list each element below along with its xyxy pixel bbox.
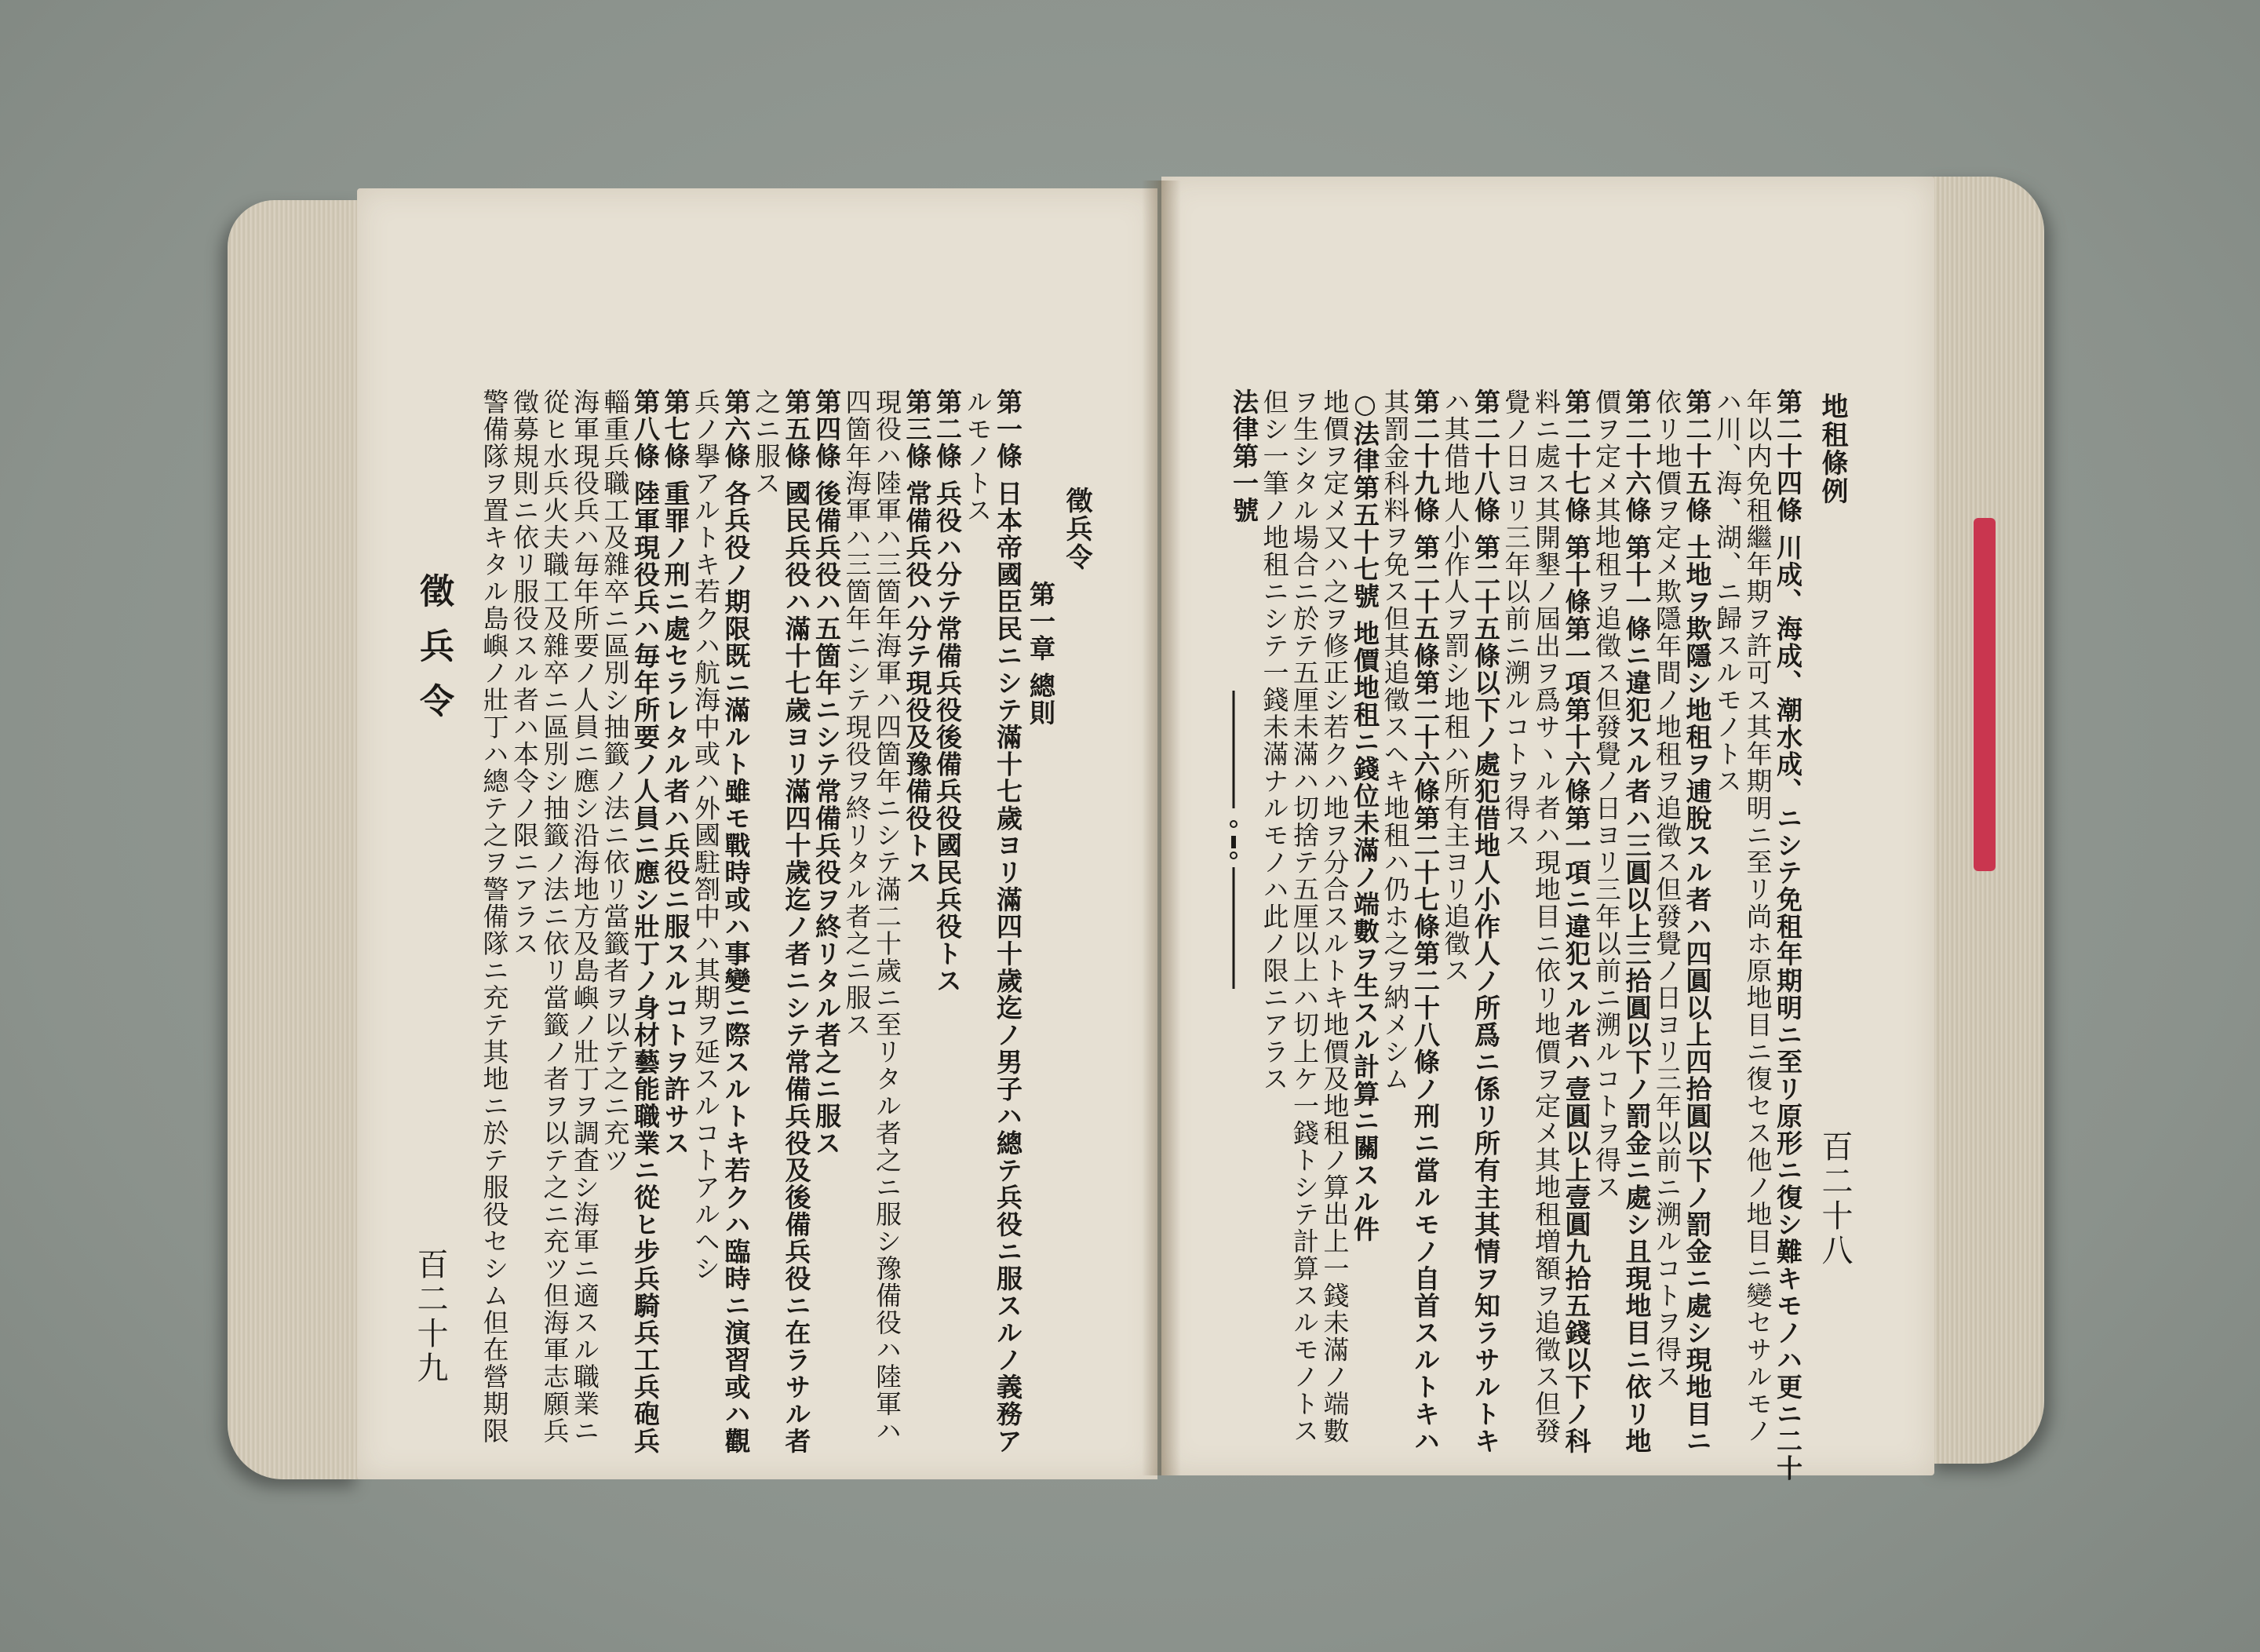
right-page-number: 百二十八 <box>1817 1130 1853 1268</box>
right-header: 地租條例 <box>1817 392 1848 505</box>
text-column: ヲ生シタル場合ニ於テ五厘未滿ハ切捨テ五厘以上ハ切上ケ一錢トシテ計算スルモノトス <box>1289 388 1320 1445</box>
text-column: 四箇年海軍ハ三箇年ニシテ現役ヲ終リタル者之ニ服ス <box>841 388 873 1038</box>
text-column: 第一條 日本帝國臣民ニシテ滿十七歲ヨリ滿四十歲迄ノ男子ハ總テ兵役ニ服スルノ義務ア <box>993 388 1023 1455</box>
text-column: ハ其借地人小作人ヲ罰シ地租ハ所有主ヨリ追徵ス <box>1440 388 1471 984</box>
text-column: 第二十六條 第十一條ニ違犯スル者ハ三圓以上三拾圓以下ノ罰金ニ處シ且現地目ニ依リ地 <box>1621 388 1653 1455</box>
text-column: 料ニ處ス其開墾ノ屆出ヲ爲サヽル者ハ現地目ニ依リ地價ヲ定メ其地租増額ヲ追徵ス但發 <box>1531 388 1562 1445</box>
text-column: 第二十八條 第二十五條以下ノ處犯借地人小作人ノ所爲ニ係リ所有主其情ヲ知ラサルトキ <box>1471 388 1501 1455</box>
text-column: 第二十七條 第十條第一項第十六條第一項ニ違犯スル者ハ壹圓以上壹圓九拾五錢以下ノ科 <box>1561 388 1592 1455</box>
text-column: 第五條 國民兵役ハ滿十七歲ヨリ滿四十歲迄ノ者ニシテ常備兵役及後備兵役ニ在ラサル者 <box>781 388 812 1455</box>
text-column: 兵ノ擧アルトキ若クハ航海中或ハ外國駐劄中ハ其期ヲ延スルコトアルヘシ <box>691 388 721 1282</box>
text-column: 第二十五條 土地ヲ欺隱シ地租ヲ逋脫スル者ハ四圓以上四拾圓以下ノ罰金ニ處シ現地目ニ <box>1682 388 1713 1455</box>
text-column: 依リ地價ヲ定メ欺隱年間ノ地租ヲ追徵ス但發覺ノ日ヨリ三年以前ニ溯ルコトヲ得ス <box>1652 388 1682 1391</box>
text-column: 海軍現役兵ハ毎年所要ノ人員ニ應シ沿海地方及島嶼ノ壯丁ヲ調査シ海軍ニ適スル職業ニ <box>570 388 600 1445</box>
book-gutter <box>1142 181 1181 1475</box>
text-column: 第七條 重罪ノ刑ニ處セラレタル者ハ兵役ニ服スルコトヲ許サス <box>660 388 691 1157</box>
text-column: 輜重兵職工及雜卒ニ區別シ抽籤ノ法ニ依リ當籤者ヲ以テ之ニ充ツ <box>600 388 631 1174</box>
ornament-rule-icon <box>1230 691 1238 989</box>
text-column: 年以内免租繼年期ヲ許可ス其年期明ニ至リ尚ホ原地目ニ復セス他ノ地目ニ變セサルモノ <box>1742 388 1773 1445</box>
ribbon-bookmark <box>1974 518 1996 871</box>
text-column: 警備隊ヲ置キタル島嶼ノ壯丁ハ總テ之ヲ警備隊ニ充テ其地ニ於テ服役セシム但在營期限 <box>479 388 510 1445</box>
text-column: 第二十九條 第二十五條第二十六條第二十七條第二十八條ノ刑ニ當ルモノ自首スルトキハ <box>1410 388 1441 1455</box>
text-column: 之ニ服ス <box>751 388 782 497</box>
left-page-number: 百二十九 <box>412 1248 448 1386</box>
left-page-stack <box>228 200 361 1479</box>
text-column: 從ヒ水兵火夫職工及雜卒ニ區別シ抽籤ノ法ニ依リ當籤ノ者ヲ以テ之ニ充ツ但海軍志願兵 <box>539 388 570 1445</box>
text-column: 法律第一號 <box>1229 388 1259 524</box>
text-column: ハ川、海、湖、ニ歸スルモノトス <box>1712 388 1743 795</box>
text-column: 第八條 陸軍現役兵ハ毎年所要ノ人員ニ應シ壯丁ノ身材藝能職業ニ從ヒ步兵騎兵工兵砲兵 <box>630 388 661 1455</box>
text-column: 第六條 各兵役ノ期限既ニ滿ルト雖モ戰時或ハ事變ニ際スルトキ若クハ臨時ニ演習或ハ觀 <box>720 388 752 1455</box>
left-page <box>357 188 1157 1479</box>
text-column: 但シ一筆ノ地租ニシテ一錢未滿ナルモノハ此ノ限ニアラス <box>1259 388 1290 1092</box>
text-column: 其罰金科料ヲ免ス但其追徵スヘキ地租ハ仍ホ之ヲ納メシム <box>1380 388 1411 1092</box>
text-column: 徵募規則ニ依リ服役スル者ハ本令ノ限ニアラス <box>509 388 540 957</box>
text-column: 第三條 常備兵役ハ分テ現役及豫備役トス <box>902 388 933 886</box>
chapter-heading: 第一章 總則 <box>1026 581 1056 727</box>
text-column: 地價ヲ定メ又ハ之ヲ修正シ若クハ地ヲ分合スルトキ地價及地租ノ算出上一錢未滿ノ端數 <box>1319 388 1351 1445</box>
text-column: ルモノトス <box>962 388 993 524</box>
left-side-title: 徵兵令 <box>414 573 454 738</box>
text-column: 覺ノ日ヨリ三年以前ニ溯ルコトヲ得ス <box>1500 388 1532 849</box>
text-column: 第二十四條 川成、海成、潮水成、ニシテ免租年期明ニ至リ原形ニ復シ難キモノハ更ニ二十 <box>1773 388 1803 1482</box>
text-column: 現役ハ陸軍ハ三箇年海軍ハ四箇年ニシテ滿二十歲ニ至リタル者之ニ服シ豫備役ハ陸軍ハ <box>872 388 902 1445</box>
text-column: 第四條 後備兵役ハ五箇年ニシテ常備兵役ヲ終リタル者之ニ服ス <box>811 388 842 1157</box>
text-column: ○法律第五十七號 地價地租ニ錢位未滿ノ端數ヲ生スル計算ニ關スル件 <box>1350 388 1380 1243</box>
text-column: 價ヲ定メ其地租ヲ追徵ス但發覺ノ日ヨリ三年以前ニ溯ルコトヲ得ス <box>1591 388 1622 1201</box>
text-column: 第二條 兵役ハ分テ常備兵役後備兵役國民兵役トス <box>932 388 963 994</box>
left-header: 徵兵令 <box>1061 487 1092 571</box>
